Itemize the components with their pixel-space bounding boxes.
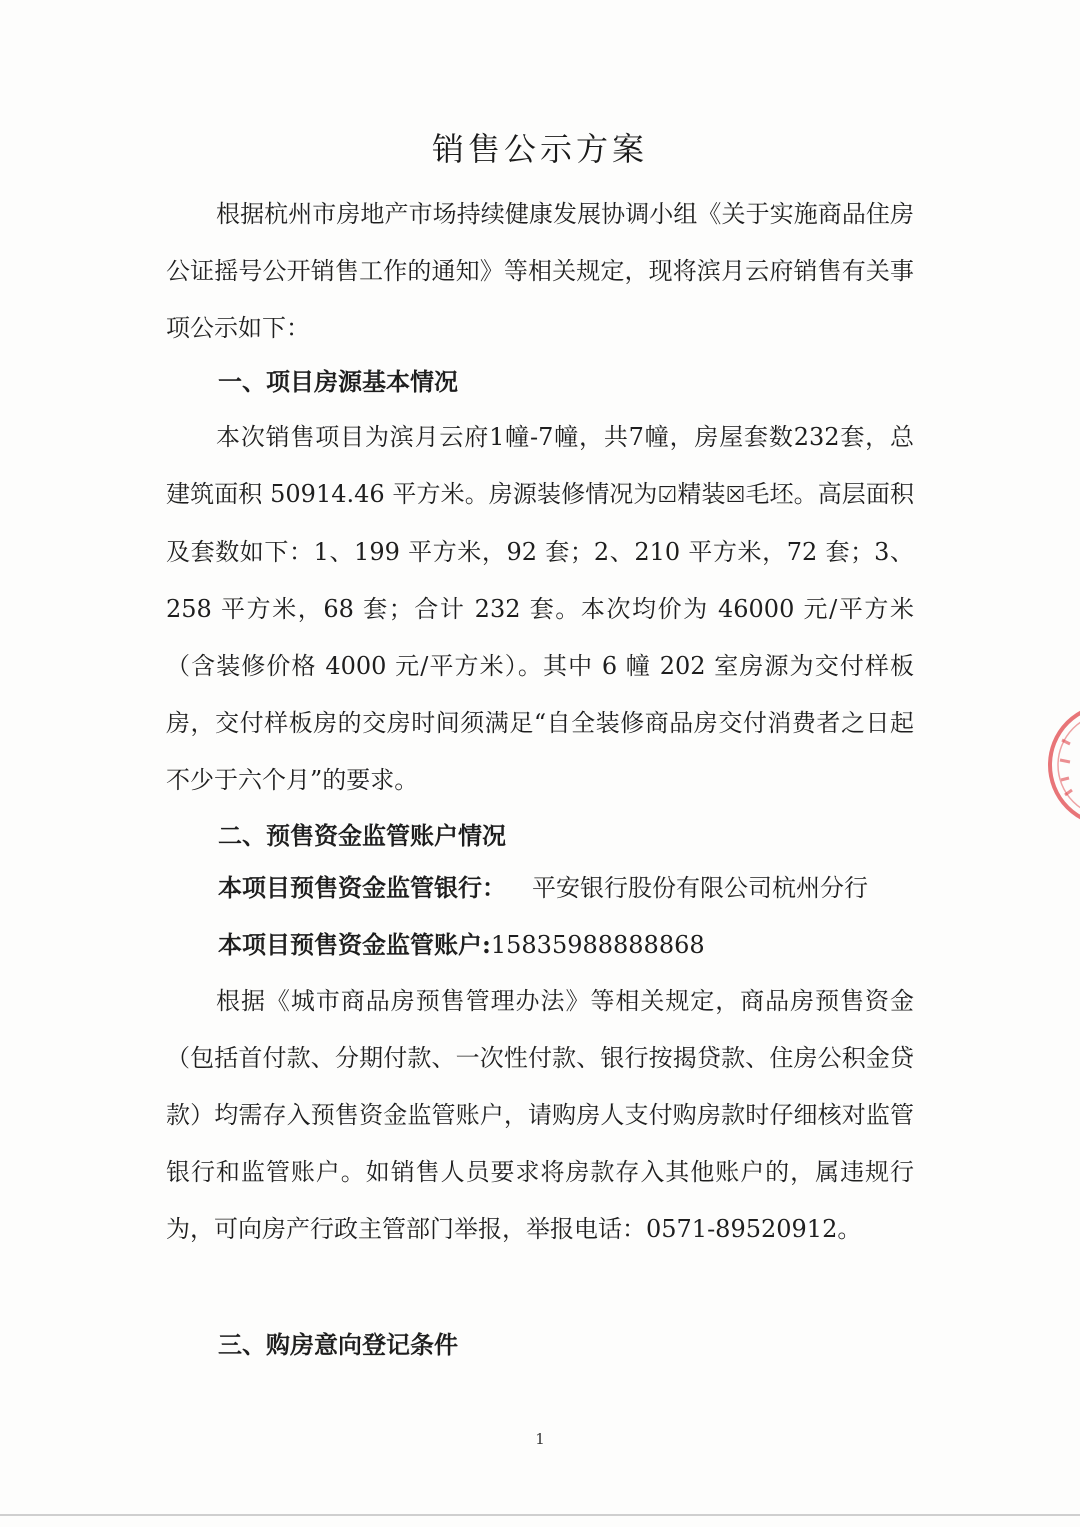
section-3-heading: 三、购房意向登记条件 <box>218 1330 458 1359</box>
account-label: 本项目预售资金监管账户: <box>218 930 491 959</box>
section-2-paragraph: 根据《城市商品房预售管理办法》等相关规定，商品房预售资金（包括首付款、分期付款、一次性付款、银行按揭贷款、住房公积金贷款）均需存入预售资金监管账户，请购房人支付购房款时仔细核对监管银行和监管账户。如销售人员要求将房款存入其他账户的，属违规行为，可向房产行政主管部门举报，举报电话：0571-89520912。 <box>166 987 914 1243</box>
bank-value: 平安银行股份有限公司杭州分行 <box>532 874 868 902</box>
document-title: 销售公示方案 <box>431 130 648 168</box>
section-1-paragraph <box>166 409 914 809</box>
bank-row <box>218 859 868 917</box>
account-value: 15835988888868 <box>490 931 705 959</box>
account-row <box>218 916 705 974</box>
checked-box-icon: ☑ <box>657 483 678 508</box>
official-seal-fragment <box>1040 700 1080 830</box>
section-1-body-start: 本次销售项目为滨月云府1幢-7幢，共7幢，房屋套数232套，总建筑面积 50914.46 平方米。房源装修情况为 <box>166 423 914 508</box>
scan-edge-line <box>0 1514 1080 1516</box>
option-rough-and-details: 毛坯。高层面积及套数如下：1、199 平方米，92 套；2、210 平方米，72 套；3、258 平方米，68 套；合计 232 套。本次均价为 46000 元/平方米（含装修价格 4000 元/平方米）。其中 6 幢 202 室房源为交付样板房，交付样板房的交房时间须满足“自全装修商品房交付消费者之日起不少于六个月”的要求。 <box>166 480 915 794</box>
seal-stamp-icon <box>1040 700 1080 830</box>
section-1-heading: 一、项目房源基本情况 <box>218 367 458 396</box>
bank-label: 本项目预售资金监管银行： <box>218 873 506 902</box>
crossed-box-icon: ☒ <box>725 483 746 508</box>
option-finished: 精装 <box>677 480 726 508</box>
section-2-heading: 二、预售资金监管账户情况 <box>218 821 506 850</box>
intro-paragraph: 根据杭州市房地产市场持续健康发展协调小组《关于实施商品住房公证摇号公开销售工作的通知》等相关规定，现将滨月云府销售有关事项公示如下： <box>166 200 914 342</box>
page-number: 1 <box>535 1430 545 1448</box>
